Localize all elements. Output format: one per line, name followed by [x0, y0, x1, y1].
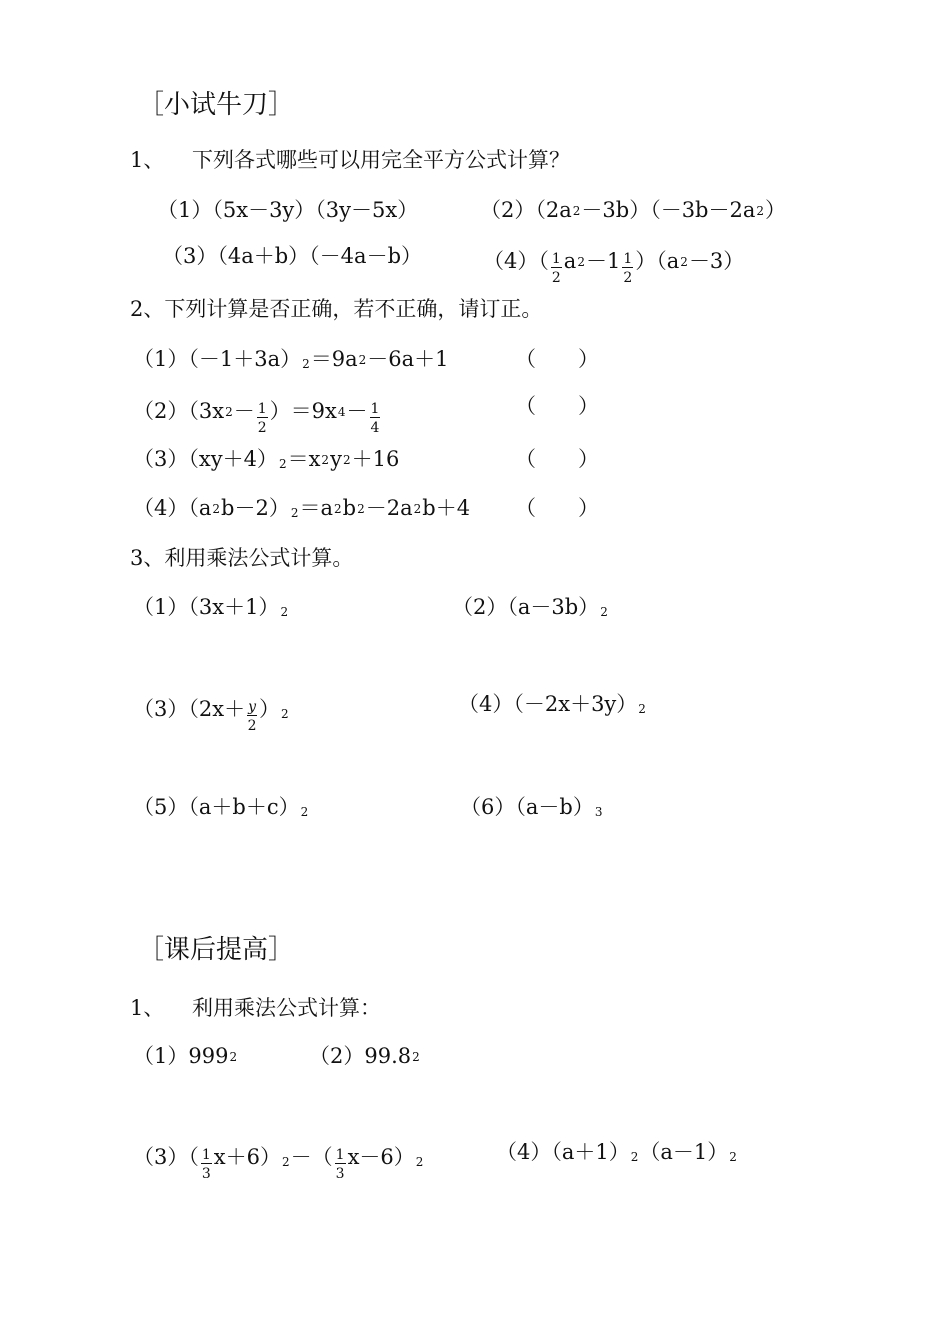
q2-answer-blank-3[interactable]: （ ）	[515, 447, 599, 471]
q3-item-4: （4）（－2x＋3y）2	[458, 692, 646, 716]
fraction-one-third: $\frac{1}{3}$	[201, 1147, 211, 1182]
s2-item-3: （3）（ $\frac{1}{3}$ x＋6）2－（ $\frac{1}{3}$ x－6）2	[133, 1145, 424, 1182]
s2-item-2: （2）99.82	[309, 1044, 420, 1068]
section2-question-1-number: 1、	[130, 996, 165, 1020]
q1-item-2: （2）（2a2－3b）（－3b－2a2）	[480, 198, 787, 222]
fraction-one-half: $\frac{1}{2}$	[623, 251, 633, 286]
q3-item-2: （2）（a－3b）2	[452, 595, 608, 619]
q2-answer-blank-2[interactable]: （ ）	[515, 394, 599, 418]
fraction-one-quarter: $\frac{1}{4}$	[370, 401, 380, 436]
section2-question-1-stem: 利用乘法公式计算：	[192, 996, 381, 1020]
q2-answer-blank-4[interactable]: （ ）	[515, 496, 599, 520]
question-1-stem: 下列各式哪些可以用完全平方公式计算？	[192, 148, 570, 172]
q3-item-6: （6）（a－b）3	[460, 795, 603, 819]
question-1-number: 1、	[130, 148, 165, 172]
q2-item-4: （4）（a2b－2）2＝a2b2－2a2b＋4	[133, 496, 471, 520]
section-title-2: ［课后提高］	[138, 935, 295, 965]
q3-item-1: （1）（3x＋1）2	[133, 595, 289, 619]
fraction-y-over-two: $\frac{y}{2}$	[247, 699, 257, 734]
q2-answer-blank-1[interactable]: （ ）	[515, 347, 599, 371]
q2-item-2: （2）（3x2－ $\frac{1}{2}$ ）＝9x4－ $\frac{1}{4}$	[133, 399, 380, 436]
q2-item-3: （3）（xy＋4）2＝x2y2＋16	[133, 447, 400, 471]
q1-item-1: （1）（5x－3y）（3y－5x）	[157, 198, 419, 222]
question-2-stem: 2、下列计算是否正确，若不正确，请订正。	[130, 297, 543, 321]
q1-item-3: （3）（4a＋b）（－4a－b）	[162, 244, 423, 268]
q3-item-5: （5）（a＋b＋c）2	[133, 795, 309, 819]
q2-item-1: （1）（－1＋3a）2＝9a2－6a＋1	[133, 347, 449, 371]
fraction-one-half: $\frac{1}{2}$	[551, 251, 561, 286]
s2-item-4: （4）（a＋1）2（a－1）2	[496, 1140, 737, 1164]
fraction-one-half: $\frac{1}{2}$	[257, 401, 267, 436]
s2-item-1: （1）9992	[133, 1044, 238, 1068]
q3-item-3: （3）（2x＋ $\frac{y}{2}$ ）2	[133, 697, 289, 734]
q1-item-4: （4）（ $\frac{1}{2}$ a2－1 $\frac{1}{2}$ ）（a2－3）	[483, 249, 745, 286]
section-title-1: ［小试牛刀］	[138, 90, 295, 120]
fraction-one-third: $\frac{1}{3}$	[335, 1147, 345, 1182]
question-3-stem: 3、利用乘法公式计算。	[130, 546, 354, 570]
